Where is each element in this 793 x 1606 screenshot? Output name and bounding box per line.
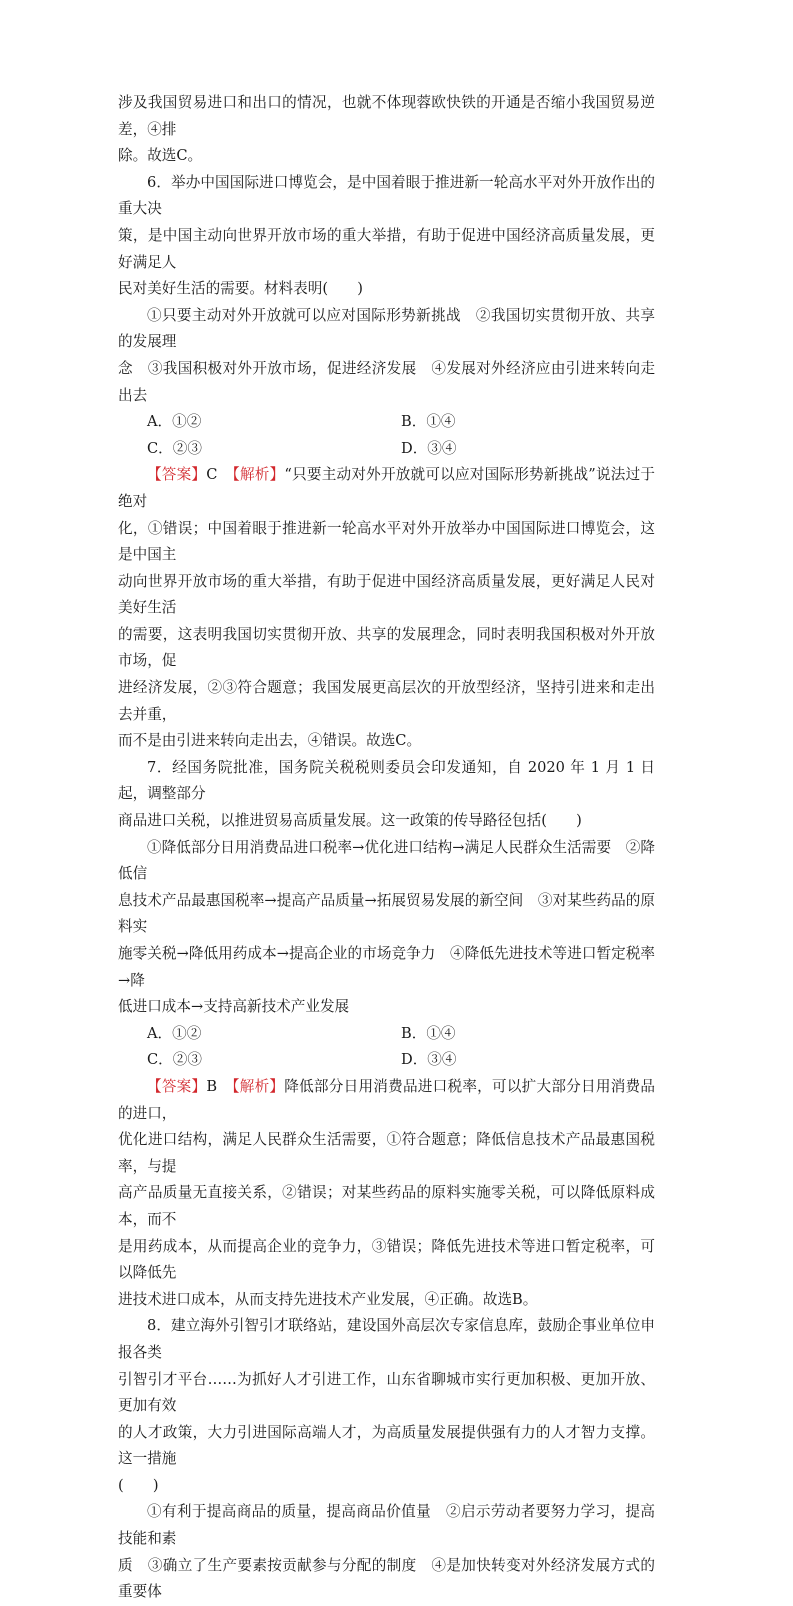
- option-a: A．①②: [147, 1024, 202, 1042]
- question-stem-line: 策，是中国主动向世界开放市场的重大举措，有助于促进中国经济高质量发展，更好满足人: [118, 226, 655, 271]
- statement-line: 质 ③确立了生产要素按贡献参与分配的制度 ④是加快转变对外经济发展方式的重要体: [118, 1556, 655, 1601]
- analysis-line: 优化进口结构，满足人民群众生活需要，①符合题意；降低信息技术产品最惠国税率，与提: [118, 1131, 655, 1175]
- options-row: [118, 409, 655, 436]
- answer-value: C: [206, 466, 218, 484]
- analysis-line: 而不是由引进来转向走出去，④错误。故选C。: [118, 732, 422, 750]
- option-c: C．②③: [147, 439, 202, 457]
- statement-line: ①只要主动对外开放就可以应对国际形势新挑战 ②我国切实贯彻开放、共享的发展理: [118, 306, 655, 351]
- question-stem-line: 8．建立海外引智引才联络站，建设国外高层次专家信息库，鼓励企事业单位申报各类: [118, 1317, 655, 1361]
- option-b: B．①④: [401, 1024, 456, 1042]
- statement-line: ①降低部分日用消费品进口税率→优化进口结构→满足人民群众生活需要 ②降低信: [118, 838, 655, 883]
- option-b: B．①④: [401, 413, 456, 431]
- options-row: [118, 1021, 655, 1048]
- option-d: D．③④: [401, 1051, 457, 1069]
- document-content: [118, 90, 655, 1606]
- option-c: C．②③: [147, 1051, 202, 1069]
- question-stem-line: 的人才政策，大力引进国际高端人才，为高质量发展提供强有力的人才智力支撑。这一措施: [118, 1423, 655, 1468]
- answer-value: B: [206, 1077, 218, 1095]
- text-line: 涉及我国贸易进口和出口的情况，也就不体现蓉欧快铁的开通是否缩小我国贸易逆差，④排: [118, 94, 655, 138]
- analysis-line: 是用药成本，从而提高企业的竞争力，③错误；降低先进技术等进口暂定税率，可以降低先: [118, 1237, 655, 1282]
- options-row: [118, 1047, 655, 1074]
- question-6: [118, 170, 655, 755]
- analysis-line: 动向世界开放市场的重大举措，有助于促进中国经济高质量发展，更好满足人民对美好生活: [118, 572, 655, 617]
- analysis-tag: 【解析】: [232, 1077, 285, 1095]
- option-a: A．①②: [147, 413, 202, 431]
- analysis-text: “只要主动对外开放就可以应对国际形势新挑战”说法过于绝对: [118, 466, 655, 510]
- answer-tag: 【答案】: [147, 466, 207, 484]
- question-stem-line: 6．举办中国国际进口博览会，是中国着眼于推进新一轮高水平对外开放作出的重大决: [118, 173, 655, 218]
- analysis-line: 高产品质量无直接关系，②错误；对某些药品的原料实施零关税，可以降低原料成本，而不: [118, 1184, 655, 1228]
- question-stem-line: 商品进口关税，以推进贸易高质量发展。这一政策的传导路径包括( ): [118, 812, 582, 830]
- question-7: [118, 755, 655, 1313]
- answer-tag: 【答案】: [147, 1077, 207, 1095]
- analysis-line: 进经济发展，②③符合题意；我国发展更高层次的开放型经济，坚持引进来和走出去并重，: [118, 679, 655, 723]
- question-stem-line: 7．经国务院批准，国务院关税税则委员会印发通知，自 2020 年 1 月 1 日起，调整部分: [118, 758, 655, 803]
- answer-line: [118, 462, 655, 515]
- answer-line: [118, 1074, 655, 1127]
- question-stem-line: ( ): [118, 1476, 159, 1494]
- statement-line: ①有利于提高商品的质量，提高商品价值量 ②启示劳动者要努力学习，提高技能和素: [118, 1503, 655, 1548]
- intro-paragraph: [118, 90, 655, 170]
- statement-line: 息技术产品最惠国税率→提高产品质量→拓展贸易发展的新空间 ③对某些药品的原料实: [118, 891, 655, 936]
- statement-line: 低进口成本→支持高新技术产业发展: [118, 998, 350, 1016]
- analysis-tag: 【解析】: [232, 466, 285, 484]
- text-line: 除。故选C。: [118, 147, 203, 165]
- statement-line: 念 ③我国积极对外开放市场，促进经济发展 ④发展对外经济应由引进来转向走出去: [118, 359, 655, 404]
- analysis-line: 的需要，这表明我国切实贯彻开放、共享的发展理念，同时表明我国积极对外开放市场，促: [118, 625, 655, 670]
- statement-line: 施零关税→降低用药成本→提高企业的市场竞争力 ④降低先进技术等进口暂定税率→降: [118, 945, 655, 989]
- analysis-text: 降低部分日用消费品进口税率，可以扩大部分日用消费品的进口，: [118, 1077, 655, 1122]
- question-stem-line: 民对美好生活的需要。材料表明( ): [118, 280, 363, 298]
- question-8: [118, 1313, 655, 1606]
- option-d: D．③④: [401, 439, 457, 457]
- analysis-line: 化，①错误；中国着眼于推进新一轮高水平对外开放举办中国国际进口博览会，这是中国主: [118, 519, 655, 564]
- options-row: [118, 436, 655, 463]
- analysis-line: 进技术进口成本，从而支持先进技术产业发展，④正确。故选B。: [118, 1290, 538, 1308]
- question-stem-line: 引智引才平台……为抓好人才引进工作，山东省聊城市实行更加积极、更加开放、更加有效: [118, 1370, 655, 1415]
